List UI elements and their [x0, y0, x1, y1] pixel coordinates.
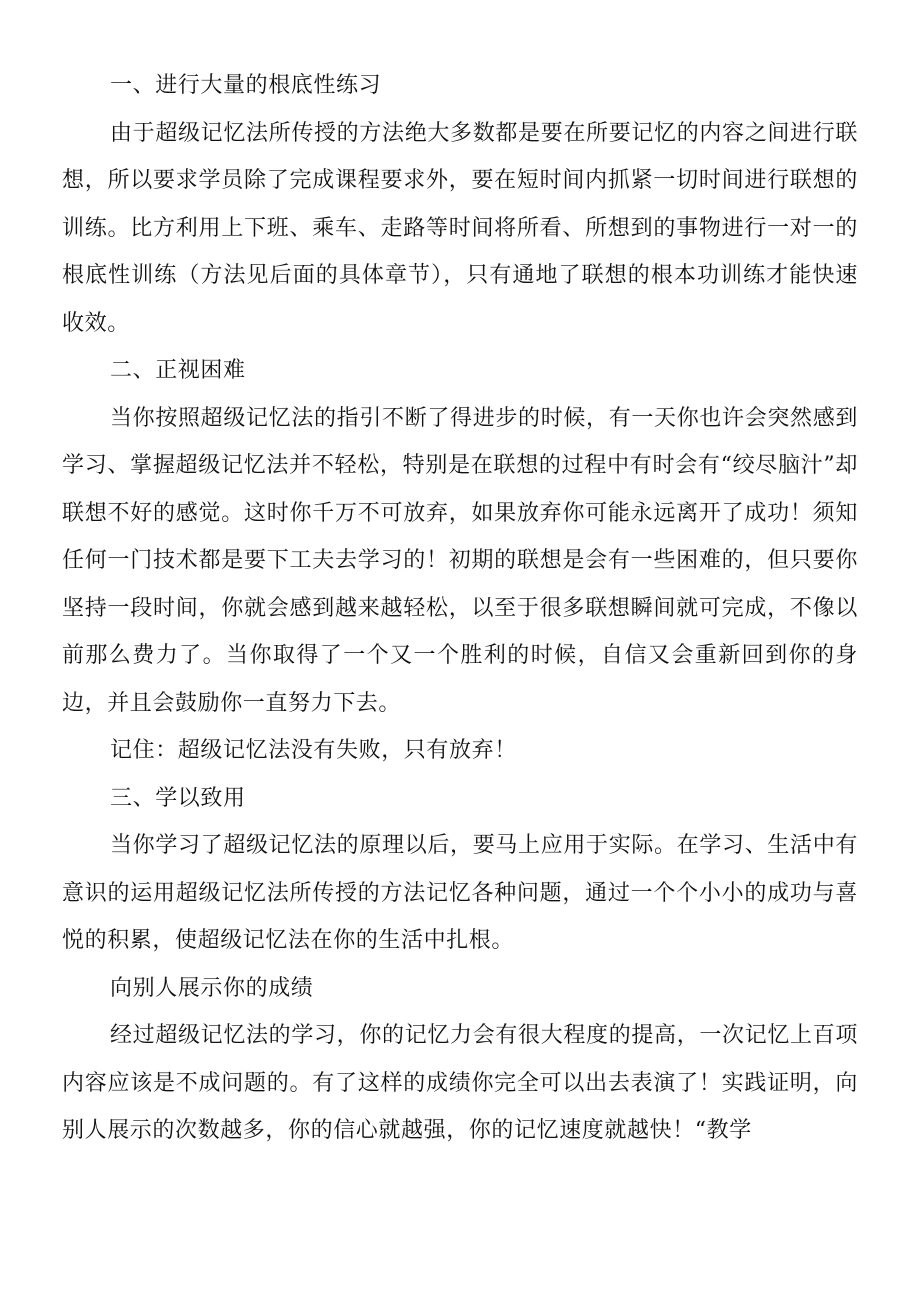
section-heading-3: 三、学以致用	[110, 785, 246, 811]
paragraph-3: 记住：超级记忆法没有失败，只有放弃！	[110, 738, 517, 763]
paragraph-5: 经过超级记忆法的学习，你的记忆力会有很大程度的提高，一次记忆上百项内容应该是不成问题的。有了这样的成绩你完全可以出去表演了！实践证明，向别人展示的次数越多，你的信心就越强，你的记忆速度就越快！“教学	[62, 1023, 858, 1143]
section-heading-4: 向别人展示你的成绩	[110, 975, 314, 1001]
paragraph-2: 当你按照超级记忆法的指引不断了得进步的时候，有一天你也许会突然感到学习、掌握超级记忆法并不轻松，特别是在联想的过程中有时会有“绞尽脑汁”却联想不好的感觉。这时你千万不可放弃，如果放弃你可能永远离开了成功！须知任何一门技术都是要下工夫去学习的！初期的联想是会有一些困难的，但只要你坚持一段时间，你就会感到越来越轻松，以至于很多联想瞬间就可完成，不像以前那么费力了。当你取得了一个又一个胜利的时候，自信又会重新回到你的身边，并且会鼓励你一直努力下去。	[62, 405, 858, 716]
section-heading-1: 一、进行大量的根底性练习	[110, 73, 382, 98]
paragraph-1: 由于超级记忆法所传授的方法绝大多数都是要在所要记忆的内容之间进行联想，所以要求学员除了完成课程要求外，要在短时间内抓紧一切时间进行联想的训练。比方利用上下班、乘车、走路等时间将所看、所想到的事物进行一对一的根底性训练（方法见后面的具体章节），只有通地了联想的根本功训练才能快速收效。	[62, 120, 858, 336]
section-heading-2: 二、正视困难	[110, 358, 246, 383]
document-body	[62, 62, 858, 1155]
paragraph-4: 当你学习了超级记忆法的原理以后，要马上应用于实际。在学习、生活中有意识的运用超级记忆法所传授的方法记忆各种问题，通过一个个小小的成功与喜悦的积累，使超级记忆法在你的生活中扎根。	[62, 833, 858, 953]
